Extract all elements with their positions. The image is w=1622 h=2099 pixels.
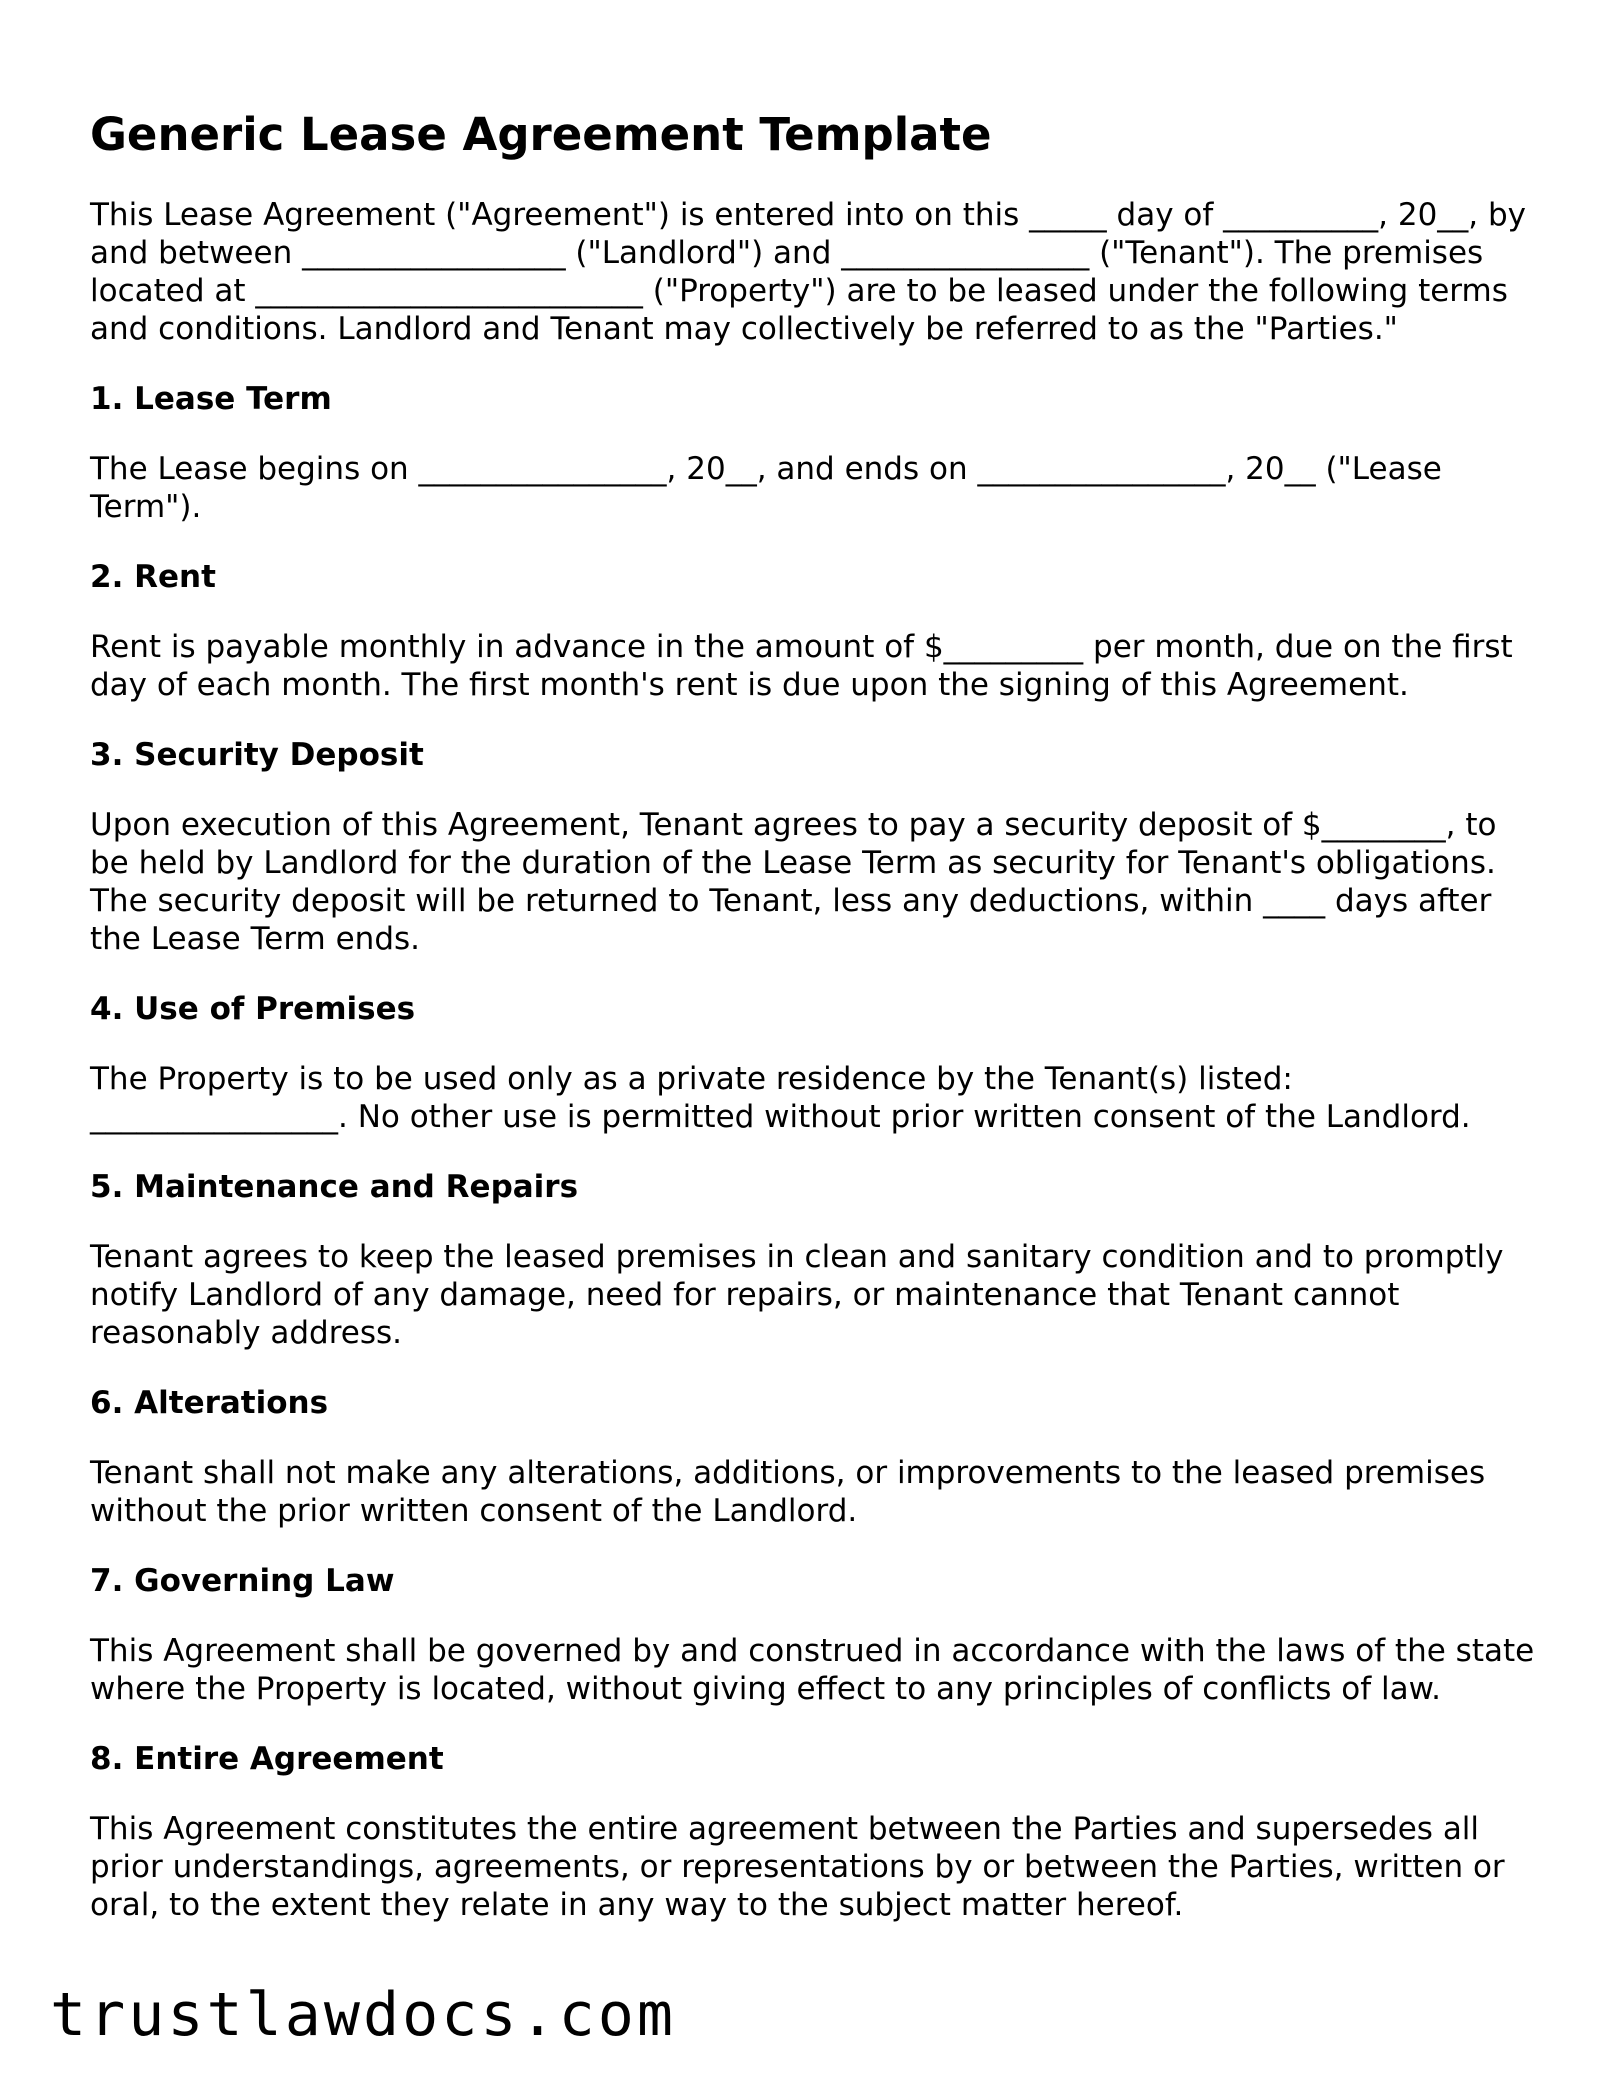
section-lease-term (90, 380, 1540, 526)
section-maintenance-repairs (90, 1168, 1540, 1352)
section-alterations (90, 1384, 1540, 1530)
section-security-deposit (90, 736, 1540, 958)
section-heading: 5. Maintenance and Repairs (90, 1169, 579, 1205)
section-body: The Property is to be used only as a private residence by the Tenant(s) listed: ________________. No other use is permitted without prior written consent of the Landlord. (90, 1061, 1471, 1135)
intro-paragraph: This Lease Agreement ("Agreement") is entered into on this _____ day of __________, 20__, by and between _________________ ("Landlord") and ________________ ("Tenant"). The premises located at _________________________ ("Property") are to be leased under the following terms and conditions. Landlord and Tenant may collectively be referred to as the "Parties." (90, 197, 1527, 347)
section-body: This Agreement shall be governed by and construed in accordance with the laws of the state where the Property is located, without giving effect to any principles of conflicts of law. (90, 1633, 1535, 1707)
section-heading: 3. Security Deposit (90, 737, 424, 773)
section-body: Rent is payable monthly in advance in the amount of $_________ per month, due on the first day of each month. The first month's rent is due upon the signing of this Agreement. (90, 629, 1513, 703)
section-heading: 7. Governing Law (90, 1563, 395, 1599)
watermark-text: trustlawdocs.com (50, 1980, 676, 2050)
section-heading: 8. Entire Agreement (90, 1741, 444, 1777)
section-rent (90, 558, 1540, 704)
section-body: Tenant agrees to keep the leased premises in clean and sanitary condition and to promptly notify Landlord of any damage, need for repairs, or maintenance that Tenant cannot reasonably address. (90, 1239, 1504, 1351)
section-heading: 2. Rent (90, 559, 216, 595)
section-heading: 4. Use of Premises (90, 991, 416, 1027)
section-entire-agreement (90, 1740, 1540, 1924)
section-use-of-premises (90, 990, 1540, 1136)
document-title: Generic Lease Agreement Template (90, 108, 992, 161)
section-body: The Lease begins on ________________, 20__, and ends on ________________, 20__ ("Lease Term"). (90, 451, 1442, 525)
document-page (90, 108, 1540, 1924)
section-body: This Agreement constitutes the entire agreement between the Parties and supersedes all prior understandings, agreements, or representations by or between the Parties, written or oral, to the extent they relate in any way to the subject matter hereof. (90, 1811, 1505, 1923)
section-body: Upon execution of this Agreement, Tenant agrees to pay a security deposit of $________, to be held by Landlord for the duration of the Lease Term as security for Tenant's obligations. The security deposit will be returned to Tenant, less any deductions, within ____ days after the Lease Term ends. (90, 807, 1497, 957)
section-heading: 6. Alterations (90, 1385, 329, 1421)
section-governing-law (90, 1562, 1540, 1708)
section-heading: 1. Lease Term (90, 381, 332, 417)
section-body: Tenant shall not make any alterations, additions, or improvements to the leased premises without the prior written consent of the Landlord. (90, 1455, 1486, 1529)
